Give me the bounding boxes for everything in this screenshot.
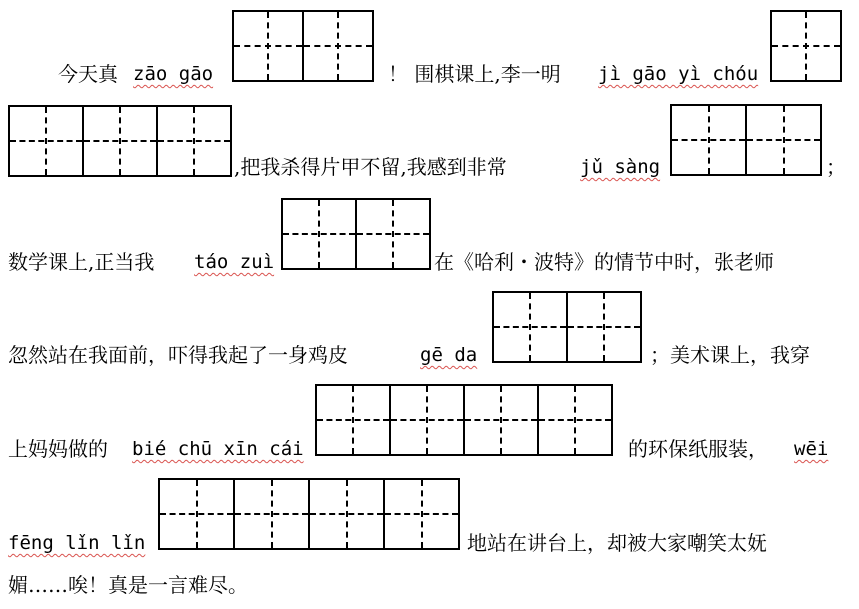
pinyin-bie-chu-xin-cai: bié chū xīn cái	[132, 438, 304, 460]
answer-cell[interactable]	[383, 478, 460, 550]
answer-grid-4[interactable]	[281, 198, 431, 270]
answer-cell[interactable]	[158, 478, 235, 550]
answer-cell[interactable]	[463, 384, 539, 456]
answer-cell[interactable]	[302, 10, 374, 82]
answer-cell[interactable]	[315, 384, 391, 456]
answer-cell[interactable]	[233, 478, 310, 550]
answer-grid-3[interactable]	[670, 104, 822, 176]
pinyin-zao-gao: zāo gāo	[133, 63, 214, 85]
text-line2-b: ；	[826, 155, 846, 179]
answer-cell[interactable]	[770, 10, 842, 82]
answer-cell[interactable]	[566, 291, 642, 363]
answer-cell[interactable]	[355, 198, 431, 270]
answer-grid-5[interactable]	[492, 291, 642, 363]
text-line4-b: ；美术课上，我穿	[650, 343, 810, 367]
answer-cell[interactable]	[82, 105, 158, 177]
text-line6-b: 地站在讲台上，却被大家嘲笑太妩	[467, 531, 767, 555]
answer-grid-2b[interactable]	[8, 105, 232, 177]
pinyin-ju-sang: jǔ sàng	[580, 156, 661, 178]
answer-grid-2a[interactable]	[770, 10, 842, 82]
answer-cell[interactable]	[537, 384, 613, 456]
answer-cell[interactable]	[308, 478, 385, 550]
pinyin-tao-zui: táo zuì	[194, 251, 275, 273]
answer-cell[interactable]	[8, 105, 84, 177]
answer-cell[interactable]	[156, 105, 232, 177]
answer-cell[interactable]	[232, 10, 304, 82]
text-line1-b: ！ 围棋课上,李一明	[388, 62, 561, 86]
answer-grid-7[interactable]	[158, 478, 460, 550]
answer-cell[interactable]	[745, 104, 822, 176]
text-line7: 媚……唉！真是一言难尽。	[8, 573, 248, 597]
answer-cell[interactable]	[281, 198, 357, 270]
answer-cell[interactable]	[670, 104, 747, 176]
text-line1-a: 今天真	[58, 62, 118, 86]
pinyin-ge-da: gē da	[420, 344, 478, 366]
pinyin-wei: wēi	[794, 438, 829, 460]
answer-cell[interactable]	[492, 291, 568, 363]
answer-grid-6[interactable]	[315, 384, 613, 456]
answer-grid-1[interactable]	[232, 10, 374, 82]
text-line3-a: 数学课上,正当我	[8, 250, 155, 274]
pinyin-feng-lin-lin: fēng lǐn lǐn	[8, 532, 146, 554]
text-line5-b: 的环保纸服装，	[628, 437, 768, 461]
pinyin-ji-gao-yi-chou: jì gāo yì chóu	[598, 63, 759, 85]
text-line4-a: 忽然站在我面前，吓得我起了一身鸡皮	[8, 343, 348, 367]
text-line3-b: 在《哈利・波特》的情节中时，张老师	[434, 250, 774, 274]
text-line2-a: ,把我杀得片甲不留,我感到非常	[234, 155, 507, 179]
text-line5-a: 上妈妈做的	[8, 437, 108, 461]
answer-cell[interactable]	[389, 384, 465, 456]
